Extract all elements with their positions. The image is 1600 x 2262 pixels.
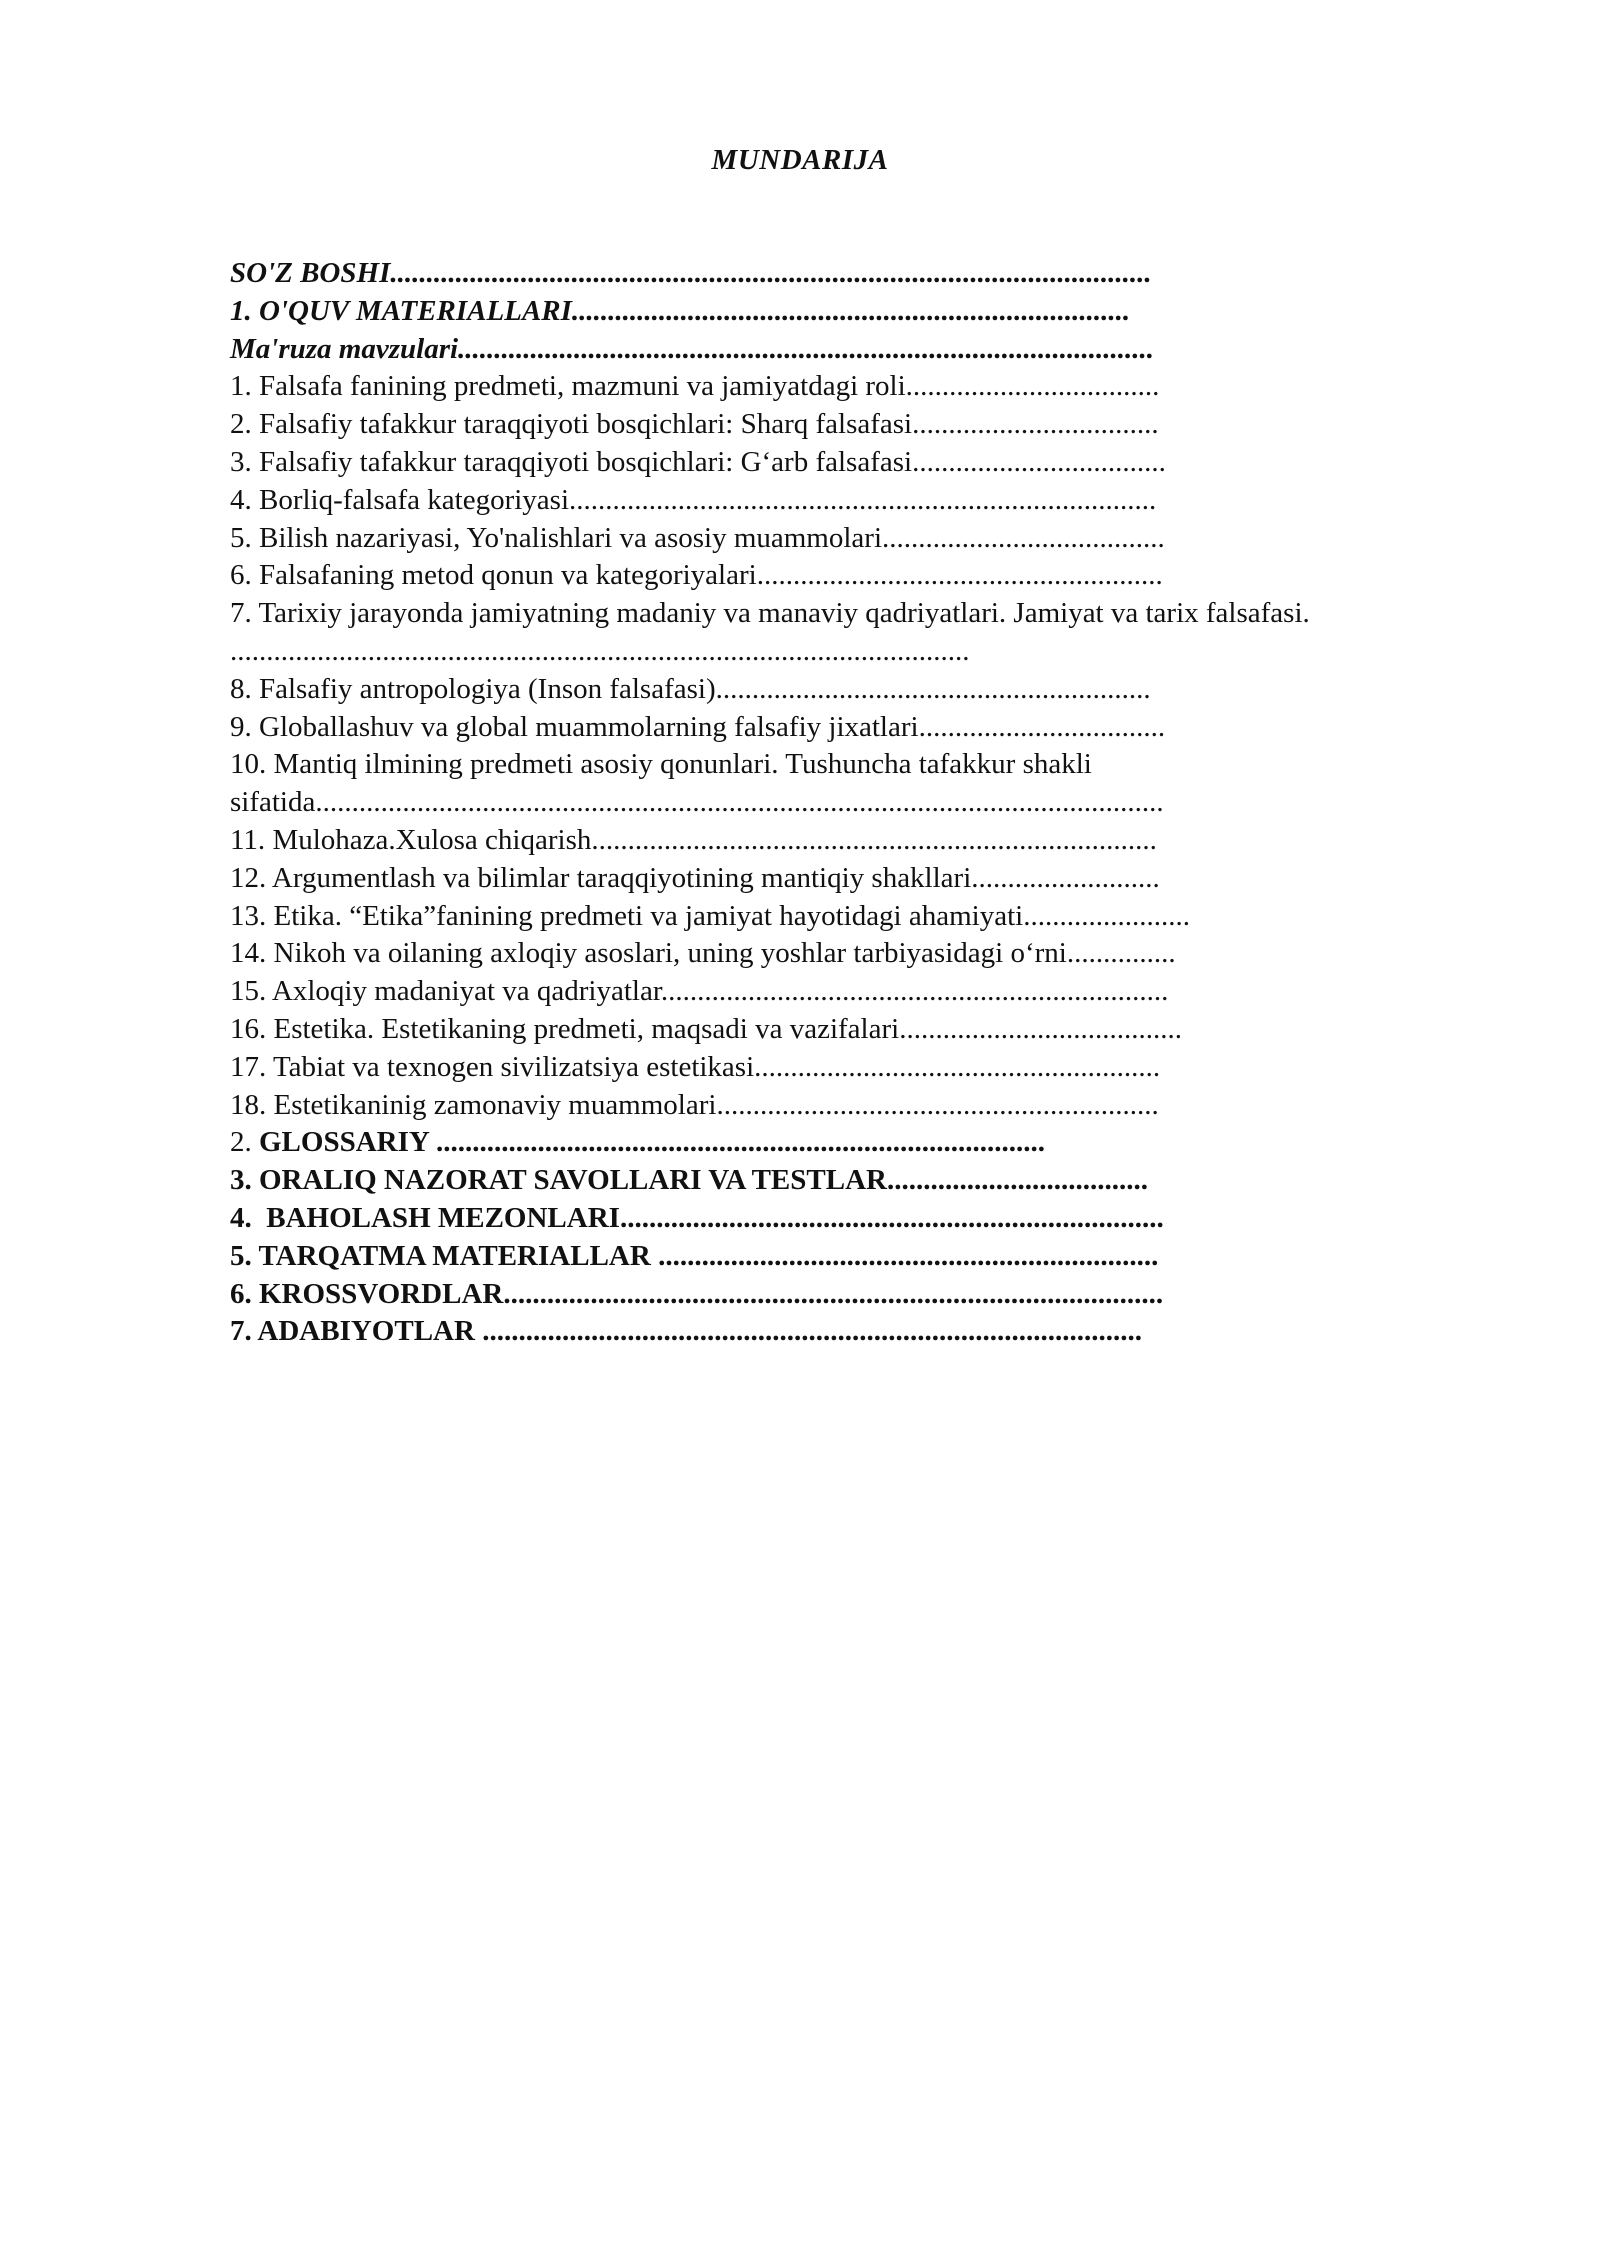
toc-entry-text: Bilish nazariyasi, Yo'nalishlari va asosiy muammolari — [259, 521, 883, 554]
toc-entry-number: 2. — [230, 408, 252, 441]
toc-entry-dots: ...................................................................................................... — [230, 634, 970, 667]
toc-entry-3[interactable] — [230, 444, 1340, 482]
toc-entry-dots: .............................................................................. — [591, 823, 1157, 856]
toc-entry-dots: ..................................................................................................................... — [315, 786, 1164, 819]
toc-entry-text: SO'Z BOSHI — [230, 257, 391, 289]
toc-entry-soz-boshi[interactable] — [230, 255, 1340, 293]
toc-entry-dots: ........................................................................................... — [482, 1315, 1142, 1348]
toc-entry-dots: ...................................................................... — [660, 975, 1169, 1008]
table-of-contents — [230, 255, 1340, 1351]
toc-entry-dots: ............................................................ — [715, 672, 1151, 705]
toc-entry-number: 14. — [230, 937, 267, 970]
toc-entry-dots: ........................................................................................... — [503, 1277, 1164, 1310]
page-title: MUNDARIJA — [711, 144, 889, 176]
toc-entry-dots: ..................................................................... — [658, 1239, 1159, 1272]
toc-entry-oquv-materiallari[interactable] — [230, 293, 1340, 331]
toc-entry-12[interactable] — [230, 860, 1340, 898]
toc-entry-dots: ........................................................ — [756, 559, 1163, 592]
toc-entry-dots: ................................... — [905, 370, 1160, 403]
toc-entry-text: Argumentlash va bilimlar taraqqiyotining mantiqiy shakllari — [271, 861, 972, 894]
toc-entry-text: 6. KROSSVORDLAR — [230, 1277, 504, 1310]
toc-entry-text: Estetika. Estetikaning predmeti, maqsadi va vazifalari — [273, 1012, 900, 1045]
toc-entry-16[interactable] — [230, 1011, 1340, 1049]
toc-entry-number: 4. — [230, 483, 252, 516]
toc-entry-dots: .................................................................................... — [436, 1126, 1046, 1159]
toc-entry-dots: ........................................................ — [754, 1050, 1161, 1083]
toc-entry-number: 7. — [230, 597, 252, 630]
toc-entry-text: Falsafiy tafakkur taraqqiyoti bosqichlari: Sharq falsafasi — [259, 408, 913, 441]
toc-entry-text: 1. O'QUV MATERIALLARI — [230, 294, 572, 327]
toc-entry-dots: ....................... — [1023, 899, 1190, 932]
toc-entry-dots: ......................................................................................................... — [390, 257, 1152, 289]
toc-entry-text: Nikoh va oilaning axloqiy asoslari, uning yoshlar tarbiyasidagi o‘rni — [273, 937, 1067, 970]
toc-entry-number: 2. — [230, 1126, 252, 1159]
toc-entry-dots: .................................... — [886, 1164, 1148, 1197]
toc-entry-number: 17. — [230, 1050, 267, 1083]
toc-entry-baholash-mezonlari[interactable] — [230, 1200, 1340, 1238]
toc-entry-text: Falsafiy tafakkur taraqqiyoti bosqichlari: G‘arb falsafasi — [259, 445, 913, 478]
toc-entry-text: Tarixiy jarayonda jamiyatning madaniy va manaviy qadriyatlari. Jamiyat va tarix falsafasi. — [258, 597, 1310, 630]
toc-entry-text: Borliq-falsafa kategoriyasi — [259, 483, 570, 516]
toc-entry-13[interactable] — [230, 898, 1340, 936]
toc-entry-2[interactable] — [230, 406, 1340, 444]
toc-entry-dots: ............... — [1066, 937, 1176, 970]
toc-entry-number: 16. — [230, 1012, 267, 1045]
toc-entry-number: 1. — [230, 370, 252, 403]
toc-entry-text: Mantiq ilmining predmeti asosiy qonunlari. Tushuncha tafakkur shakli sifatida — [230, 748, 1092, 819]
toc-entry-11[interactable] — [230, 822, 1340, 860]
toc-entry-text: 3. ORALIQ NAZORAT SAVOLLARI VA TESTLAR — [230, 1164, 887, 1197]
toc-entry-krossvordlar[interactable] — [230, 1276, 1340, 1314]
toc-entry-text: Falsafa fanining predmeti, mazmuni va jamiyatdagi roli — [259, 370, 906, 403]
toc-entry-number: 11. — [230, 823, 266, 856]
toc-entry-number: 18. — [230, 1088, 267, 1121]
toc-entry-text: Globallashuv va global muammolarning falsafiy jixatlari — [259, 710, 919, 743]
toc-entry-number: 8. — [230, 672, 252, 705]
toc-entry-glossariy[interactable] — [230, 1124, 1340, 1162]
toc-entry-adabiyotlar[interactable] — [230, 1313, 1340, 1351]
toc-entry-18[interactable] — [230, 1087, 1340, 1125]
toc-entry-number: 12. — [230, 861, 267, 894]
toc-entry-tarqatma-materiallar[interactable] — [230, 1238, 1340, 1276]
toc-entry-text: Estetikaninig zamonaviy muammolari — [273, 1088, 717, 1121]
toc-entry-1[interactable] — [230, 368, 1340, 406]
toc-entry-6[interactable] — [230, 557, 1340, 595]
toc-entry-8[interactable] — [230, 671, 1340, 709]
toc-entry-number: 6. — [230, 559, 252, 592]
toc-entry-text: Falsafiy antropologiya (Inson falsafasi) — [259, 672, 716, 705]
toc-entry-dots: ........................................................................... — [619, 1201, 1164, 1234]
toc-entry-7[interactable] — [230, 595, 1340, 671]
toc-entry-text: Mulohaza.Xulosa chiqarish — [272, 823, 592, 856]
toc-entry-17[interactable] — [230, 1049, 1340, 1087]
toc-entry-number: 5. — [230, 521, 252, 554]
toc-entry-number: 10. — [230, 748, 267, 781]
toc-entry-dots: ............................................................. — [716, 1088, 1159, 1121]
toc-entry-text: Axloqiy madaniyat va qadriyatlar — [271, 975, 661, 1008]
toc-entry-10[interactable] — [230, 746, 1340, 822]
toc-entry-dots: ................................... — [912, 445, 1166, 478]
toc-entry-number: 9. — [230, 710, 252, 743]
toc-entry-4[interactable] — [230, 482, 1340, 520]
toc-entry-dots: ................................................................................................ — [458, 332, 1155, 365]
toc-entry-9[interactable] — [230, 709, 1340, 747]
toc-entry-text: Etika. “Etika”fanining predmeti va jamiyat hayotidagi ahamiyati — [273, 899, 1024, 932]
toc-entry-14[interactable] — [230, 935, 1340, 973]
toc-entry-dots: ....................................... — [899, 1012, 1182, 1045]
toc-entry-dots: .......................... — [971, 861, 1160, 894]
toc-entry-text: Tabiat va texnogen sivilizatsiya estetikasi — [272, 1050, 755, 1083]
toc-entry-text: 4. BAHOLASH MEZONLARI — [230, 1201, 620, 1234]
toc-entry-dots: ....................................... — [882, 521, 1165, 554]
toc-entry-dots: .................................. — [918, 710, 1166, 743]
toc-entry-oraliq-nazorat[interactable] — [230, 1162, 1340, 1200]
toc-entry-text: 7. ADABIYOTLAR — [230, 1315, 483, 1348]
toc-entry-5[interactable] — [230, 520, 1340, 558]
toc-entry-text: GLOSSARIY — [259, 1126, 437, 1159]
toc-entry-number: 3. — [230, 445, 252, 478]
toc-entry-number: 13. — [230, 899, 267, 932]
toc-entry-number: 15. — [230, 975, 267, 1008]
toc-entry-maruza-mavzulari[interactable] — [230, 331, 1340, 369]
toc-entry-dots: ................................................................................. — [569, 483, 1157, 516]
toc-entry-15[interactable] — [230, 973, 1340, 1011]
toc-entry-dots: ............................................................................. — [571, 294, 1131, 327]
toc-entry-text: 5. TARQATMA MATERIALLAR — [230, 1239, 659, 1272]
toc-entry-dots: .................................. — [912, 408, 1159, 441]
toc-entry-text: Ma'ruza mavzulari — [230, 332, 459, 365]
toc-entry-text: Falsafaning metod qonun va kategoriyalari — [259, 559, 757, 592]
